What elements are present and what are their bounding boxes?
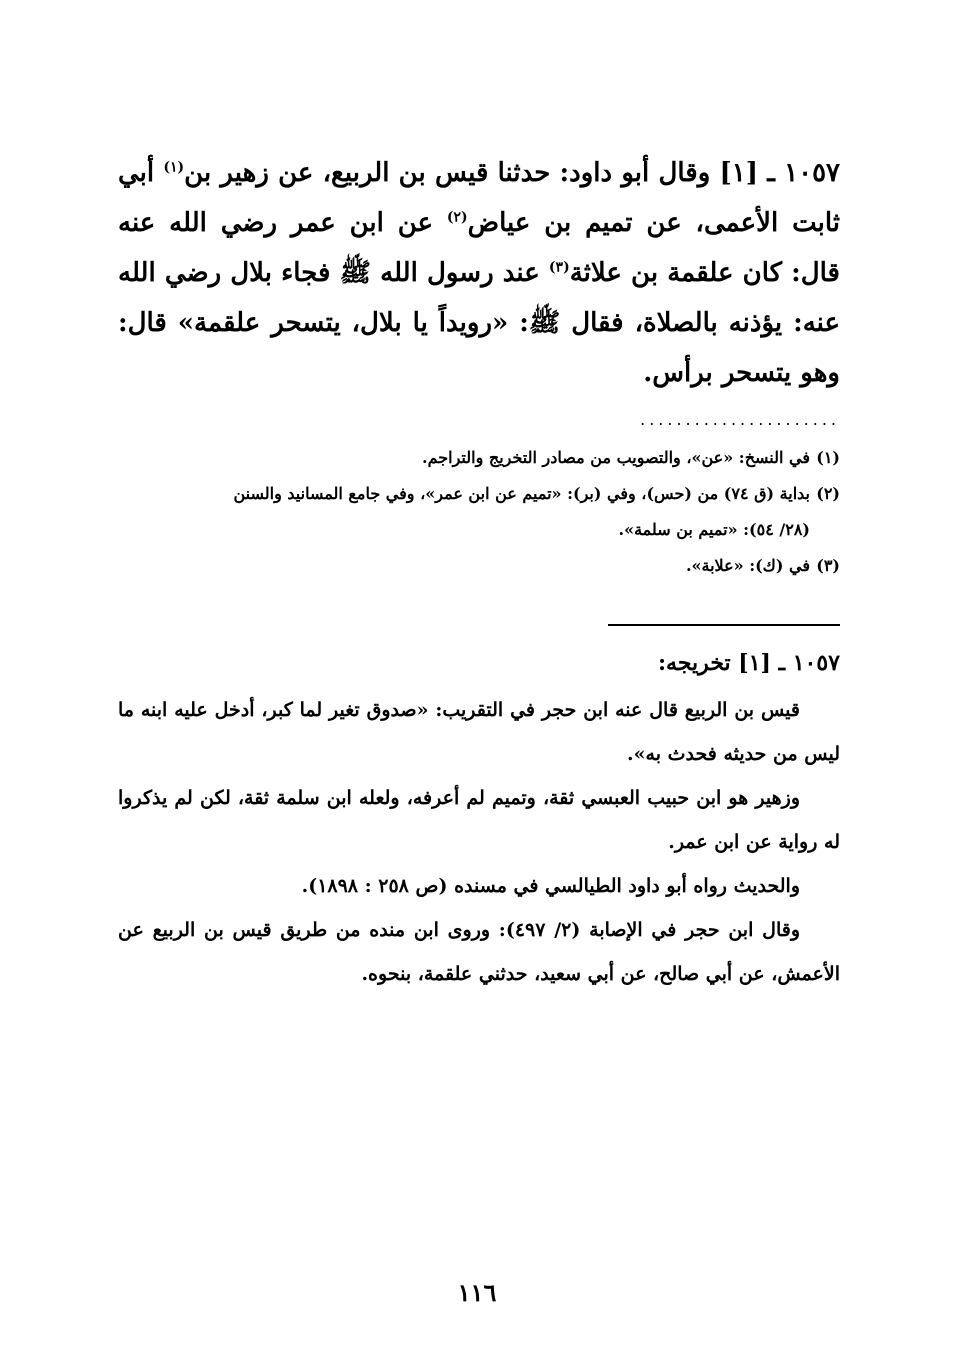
page-number: ١١٦ xyxy=(457,1278,497,1307)
takhrij-paragraph: والحديث رواه أبو داود الطيالسي في مسنده (ص ٢٥٨ : ١٨٩٨). xyxy=(301,875,800,897)
footnote-1 xyxy=(118,440,840,476)
footnote-number: (١) xyxy=(816,448,840,467)
footnote-marker-1: (١) xyxy=(163,159,185,176)
takhrij-paragraph: وقال ابن حجر في الإصابة (٢/ ٤٩٧): وروى ابن منده من طريق قيس بن الربيع عن الأعمش، عن أبي صالح، عن أبي سعيد، حدثني علقمة، بنحوه. xyxy=(118,919,840,985)
footnote-marker-3: (٣) xyxy=(548,259,570,276)
footnote-text: في النسخ: «عن»، والتصويب من مصادر التخريج والتراجم. xyxy=(422,448,810,467)
hadith-main-text xyxy=(118,148,840,398)
takhrij-paragraph: قيس بن الربيع قال عنه ابن حجر في التقريب: «صدوق تغير لما كبر، أدخل عليه ابنه ما ليس من حديثه فحدث به». xyxy=(118,699,840,765)
section-divider-line xyxy=(608,624,840,626)
takhrij-heading: ١٠٥٧ ـ [١] تخريجه: xyxy=(657,650,840,676)
hadith-text-part: عن ابن عمر رضي الله عنه قال: كان علقمة بن علاثة xyxy=(118,208,840,288)
footnote-text: بداية (ق ٧٤) من (حس)، وفي (بر): «تميم عن ابن عمر»، وفي جامع المسانيد والسنن xyxy=(233,484,810,503)
footnote-number: (٢) xyxy=(816,484,840,503)
hadith-paragraph xyxy=(118,148,840,398)
footnote-2-continued xyxy=(118,512,840,548)
hadith-text-part: ١٠٥٧ ـ [١] وقال أبو داود: حدثنا قيس بن الربيع، عن زهير بن xyxy=(184,158,840,188)
footnote-3 xyxy=(118,548,840,584)
footnote-2 xyxy=(118,476,840,512)
footnotes-section xyxy=(118,440,840,584)
takhrij-paragraph: وزهير هو ابن حبيب العبسي ثقة، وتميم لم أعرفه، ولعله ابن سلمة ثقة، لكن لم يذكروا له رواية عن ابن عمر. xyxy=(118,787,840,853)
footnote-marker-2: (٢) xyxy=(446,209,468,226)
footnote-separator-dots: ...................... xyxy=(640,410,840,429)
footnote-text: (٢٨/ ٥٤): «تميم بن سلمة». xyxy=(618,520,810,539)
footnote-number: (٣) xyxy=(816,556,840,575)
hadith-text-part: أبي ثابت الأعمى، عن تميم بن عياض xyxy=(118,158,841,238)
hadith-text-part: عند رسول الله ﷺ فجاء بلال رضي الله عنه: يؤذنه بالصلاة، فقال ﷺ: «رويداً يا بلال، يتسحر علقمة» قال: وهو يتسحر برأس. xyxy=(118,258,840,388)
takhrij-section xyxy=(118,688,840,996)
footnote-text: في (ك): «علابة». xyxy=(685,556,810,575)
